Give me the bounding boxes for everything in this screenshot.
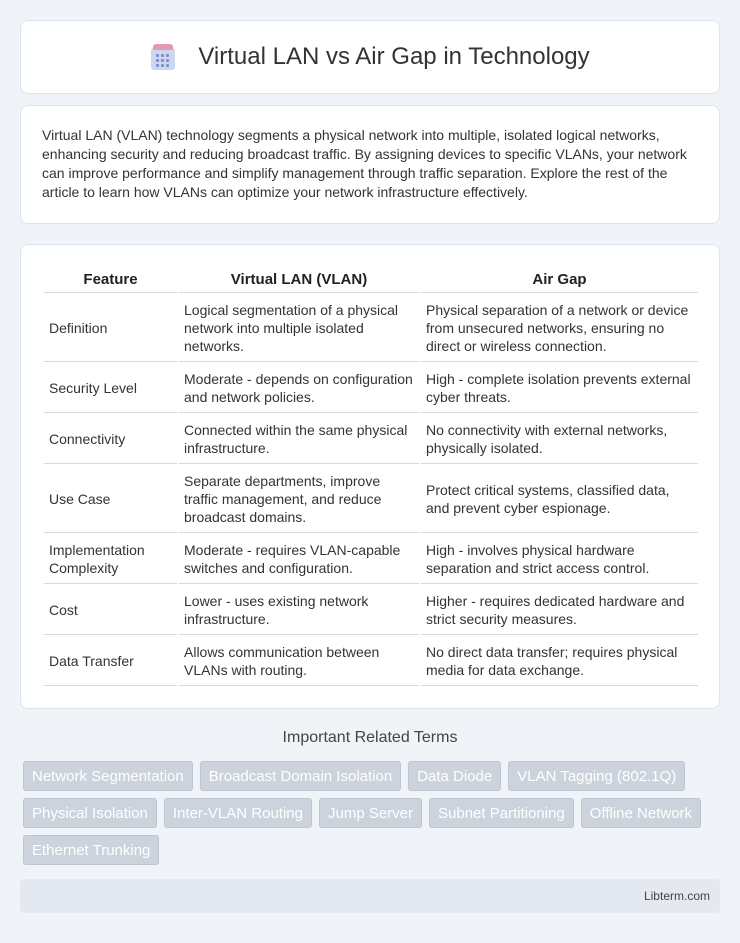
air-gap-cell: Protect critical systems, classified data, and prevent cyber espionage. — [421, 466, 698, 533]
table-row — [44, 586, 698, 635]
air-gap-cell: High - complete isolation prevents external cyber threats. — [421, 364, 698, 413]
related-term-tag[interactable] — [581, 798, 701, 828]
tag-label: Subnet Partitioning — [438, 805, 565, 822]
vlan-cell: Logical segmentation of a physical network into multiple isolated networks. — [179, 295, 419, 362]
comparison-table-card — [20, 244, 720, 709]
intro-text: Virtual LAN (VLAN) technology segments a physical network into multiple, isolated logical networks, enhancing security and reducing broadcast traffic. By assigning devices to specific VLANs, your network can improve performance and simplify management through traffic separation. Explore the rest of the article to learn how VLANs can optimize your network infrastructure effectively. — [42, 127, 687, 200]
vlan-cell: Allows communication between VLANs with routing. — [179, 637, 419, 686]
calculator-icon — [150, 44, 176, 70]
feature-cell: Connectivity — [44, 415, 177, 464]
feature-cell: Use Case — [44, 466, 177, 533]
vlan-cell: Connected within the same physical infrastructure. — [179, 415, 419, 464]
related-term-tag[interactable] — [508, 761, 685, 791]
related-term-tag[interactable] — [319, 798, 422, 828]
air-gap-cell: Physical separation of a network or device from unsecured networks, ensuring no direct or wireless connection. — [421, 295, 698, 362]
tag-label: VLAN Tagging (802.1Q) — [517, 768, 677, 785]
related-terms-list — [23, 761, 723, 865]
table-row — [44, 415, 698, 464]
related-terms-title: Important Related Terms — [282, 729, 458, 746]
table-header-row — [44, 268, 698, 293]
table-row — [44, 637, 698, 686]
tag-label: Data Diode — [417, 768, 493, 785]
intro-card — [20, 105, 720, 224]
page-title: Virtual LAN vs Air Gap in Technology — [198, 43, 590, 70]
tag-label: Inter-VLAN Routing — [172, 805, 303, 822]
vlan-cell: Moderate - depends on configuration and network policies. — [179, 364, 419, 413]
feature-cell: Definition — [44, 295, 177, 362]
table-row — [44, 295, 698, 362]
comparison-table — [42, 266, 700, 688]
vlan-cell: Lower - uses existing network infrastructure. — [179, 586, 419, 635]
tag-label: Physical Isolation — [32, 805, 148, 822]
column-header-feature: Feature — [44, 268, 177, 293]
vlan-cell: Separate departments, improve traffic management, and reduce broadcast domains. — [179, 466, 419, 533]
feature-cell: Cost — [44, 586, 177, 635]
tag-label: Network Segmentation — [32, 768, 184, 785]
air-gap-cell: Higher - requires dedicated hardware and strict security measures. — [421, 586, 698, 635]
tag-label: Ethernet Trunking — [32, 842, 151, 859]
feature-cell: Data Transfer — [44, 637, 177, 686]
column-header-vlan: Virtual LAN (VLAN) — [179, 268, 419, 293]
feature-cell: Implementation Complexity — [44, 535, 177, 584]
footer — [20, 879, 720, 913]
related-term-tag[interactable] — [429, 798, 574, 828]
feature-cell: Security Level — [44, 364, 177, 413]
tag-label: Broadcast Domain Isolation — [208, 768, 393, 785]
related-term-tag[interactable] — [23, 761, 193, 791]
air-gap-cell: High - involves physical hardware separation and strict access control. — [421, 535, 698, 584]
table-row — [44, 535, 698, 584]
table-row — [44, 364, 698, 413]
related-term-tag[interactable] — [23, 835, 159, 865]
air-gap-cell: No connectivity with external networks, physically isolated. — [421, 415, 698, 464]
related-term-tag[interactable] — [200, 761, 401, 791]
title-card — [20, 20, 720, 94]
vlan-cell: Moderate - requires VLAN-capable switches and configuration. — [179, 535, 419, 584]
tag-label: Offline Network — [589, 805, 693, 822]
related-term-tag[interactable] — [408, 761, 501, 791]
table-row — [44, 466, 698, 533]
air-gap-cell: No direct data transfer; requires physical media for data exchange. — [421, 637, 698, 686]
footer-site-link[interactable]: Libterm.com — [643, 889, 710, 903]
related-term-tag[interactable] — [164, 798, 312, 828]
related-term-tag[interactable] — [23, 798, 157, 828]
tag-label: Jump Server — [327, 805, 414, 822]
column-header-air-gap: Air Gap — [421, 268, 698, 293]
